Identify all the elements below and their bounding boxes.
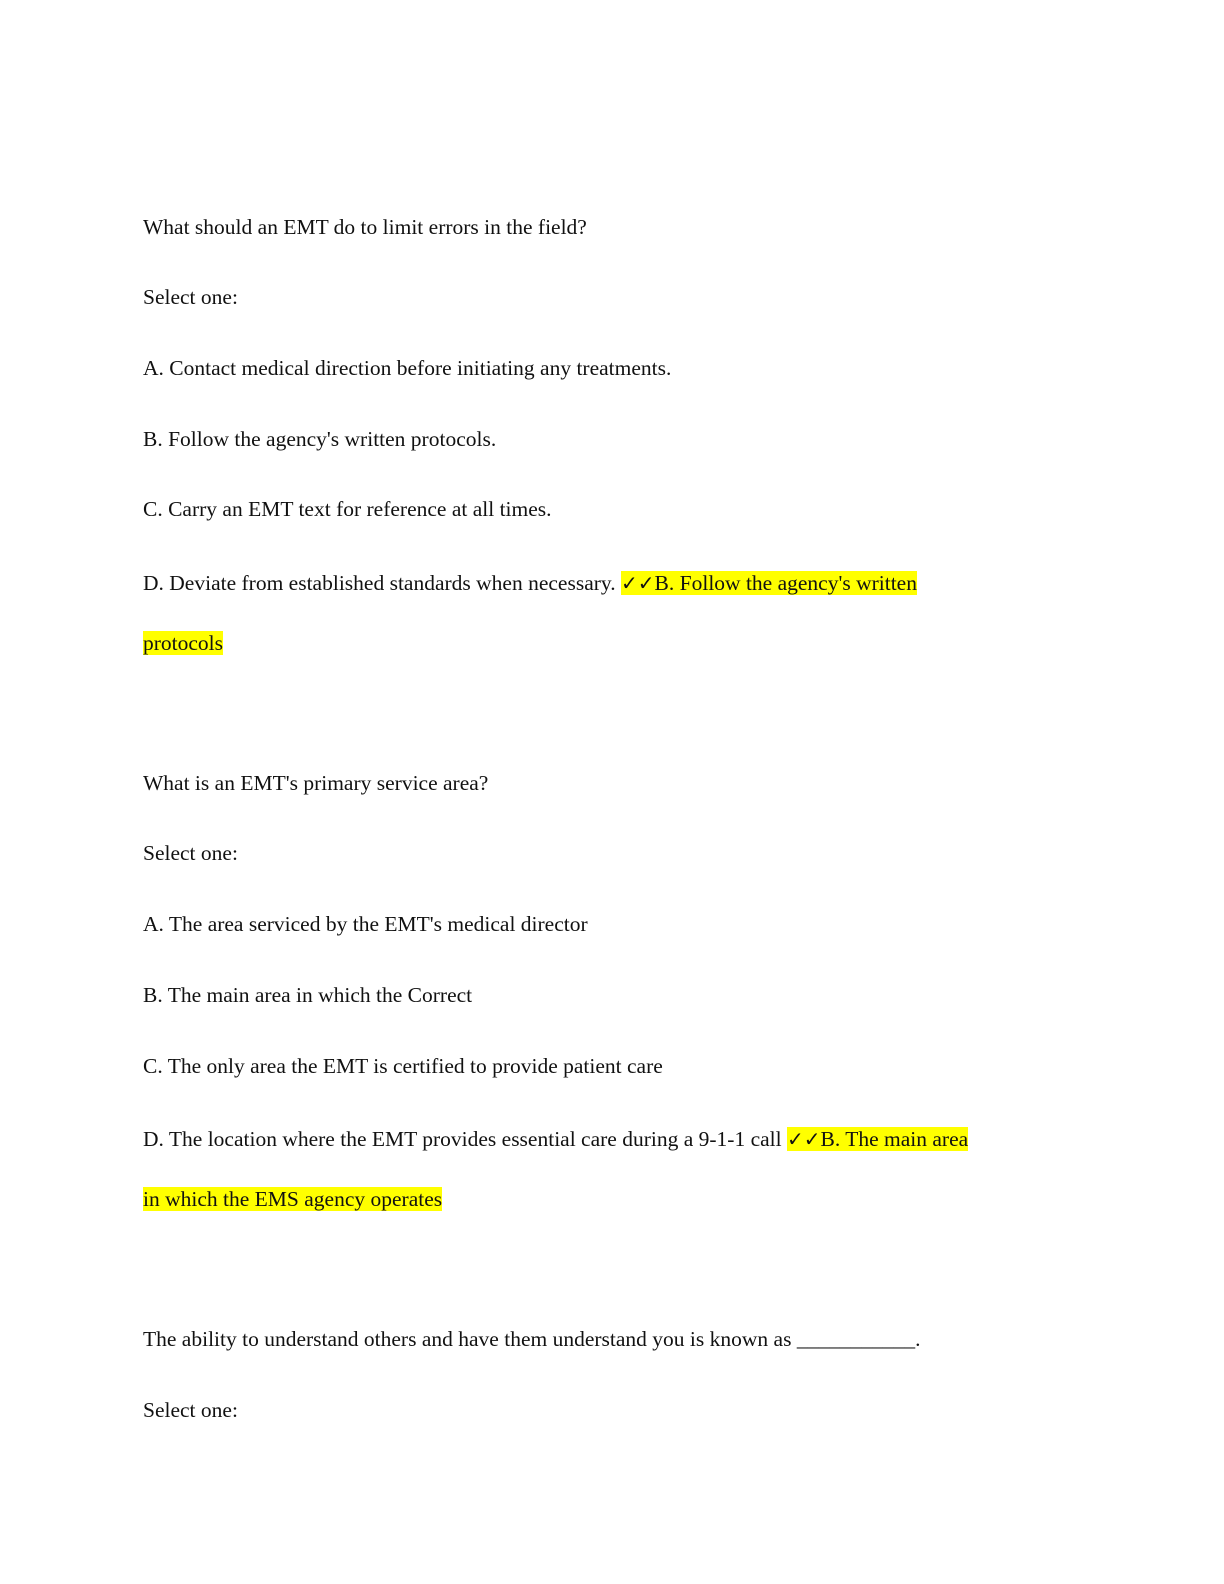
question-1-answer-line1: B. Follow the agency's written <box>654 571 917 595</box>
question-1-instruction: Select one: <box>143 285 238 309</box>
question-1-option-c: C. Carry an EMT text for reference at all times. <box>143 497 552 521</box>
question-1-answer-highlight <box>621 571 917 595</box>
question-2-option-c: C. The only area the EMT is certified to provide patient care <box>143 1054 663 1078</box>
double-check-icon: ✓✓ <box>787 1127 821 1151</box>
question-2-option-a: A. The area serviced by the EMT's medical director <box>143 912 588 936</box>
question-1-option-d: D. Deviate from established standards when necessary. <box>143 571 616 595</box>
double-check-icon: ✓✓ <box>621 571 655 595</box>
question-2-prompt: What is an EMT's primary service area? <box>143 771 489 795</box>
question-1-answer-continuation <box>143 629 223 657</box>
question-1-option-a: A. Contact medical direction before initiating any treatments. <box>143 356 672 380</box>
question-2-option-d: D. The location where the EMT provides essential care during a 9-1-1 call <box>143 1127 782 1151</box>
question-3-instruction: Select one: <box>143 1398 238 1422</box>
question-1-option-d-line <box>143 569 917 597</box>
question-2-answer-line2: in which the EMS agency operates <box>143 1187 443 1211</box>
question-2-answer-line1: B. The main area <box>820 1127 969 1151</box>
question-1-answer-line2: protocols <box>143 631 224 655</box>
question-2-answer-continuation <box>143 1185 442 1213</box>
question-2-option-b: B. The main area in which the Correct <box>143 983 473 1007</box>
question-1-prompt: What should an EMT do to limit errors in the field? <box>143 215 587 239</box>
question-1-option-b: B. Follow the agency's written protocols. <box>143 427 497 451</box>
question-2-instruction: Select one: <box>143 841 238 865</box>
question-2-option-d-line <box>143 1125 968 1153</box>
question-3-prompt: The ability to understand others and have them understand you is known as ___________. <box>143 1327 921 1351</box>
question-2-answer-highlight <box>787 1127 968 1151</box>
